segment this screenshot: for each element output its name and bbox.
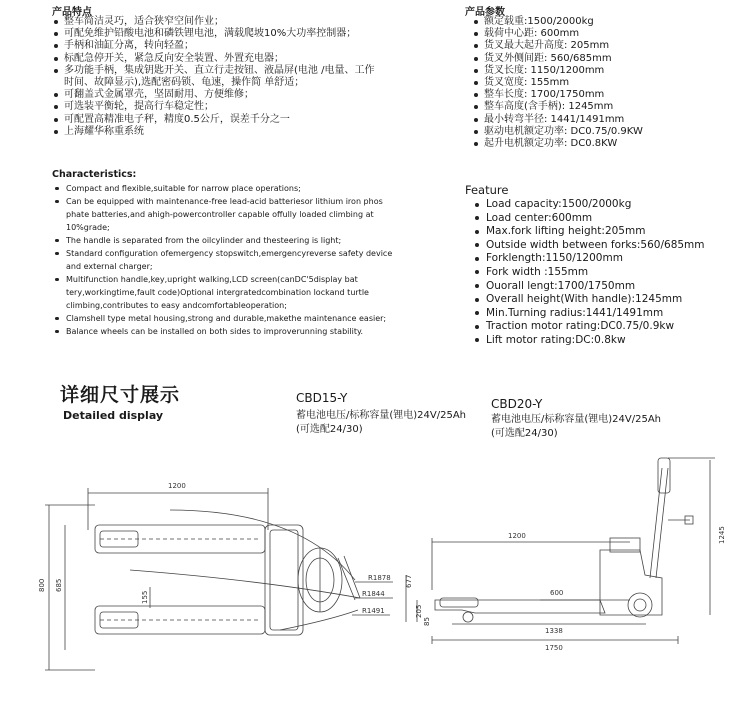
list-item: Can be equipped with maintenance-free lead-acid batteriesor lithium iron phos: [52, 195, 452, 208]
list-item-continuation: [52, 77, 442, 89]
list-item-continuation: tery,workingtime,fault code)Optional intergratedcombination lockand turtle: [66, 288, 369, 297]
side-dim-low-label: 85: [423, 617, 431, 626]
list-item: Compact and flexible,suitable for narrow place operations;: [52, 182, 452, 195]
list-item: 货叉长度: 1150/1200mm: [472, 65, 742, 77]
dim-length-label: 1200: [168, 482, 186, 490]
model-name-2: CBD20-Y: [491, 397, 543, 411]
continuation-text: 时间、故障显示),选配密码锁、龟速，操作简 单舒适；: [64, 77, 305, 89]
list-item: Multifunction handle,key,upright walking,LCD screen(canDC'5display bat: [52, 273, 452, 286]
radius-1-label: R1878: [368, 574, 391, 582]
list-item: Min.Turning radius:1441/1491mm: [472, 307, 747, 321]
side-dim-base-label: 1338: [545, 627, 563, 635]
list-item: 整车简洁灵巧，适合狭窄空间作业；: [52, 16, 442, 28]
cn-params-heading: 产品参数: [465, 7, 505, 18]
model-spec-1: 蓄电池电压/标称容量(锂电)24V/25Ah: [296, 410, 467, 421]
list-item: 多功能手柄，集成钥匙开关、直立行走按钮、液晶屏(电池 /电量、工作: [52, 65, 442, 77]
list-item: 整车高度(含手柄): 1245mm: [472, 101, 742, 113]
list-item: Balance wheels can be installed on both sides to improverunning stability.: [52, 325, 452, 338]
list-item: 整车长度: 1700/1750mm: [472, 89, 742, 101]
list-item: 货叉最大起升高度: 205mm: [472, 40, 742, 52]
list-item: Clamshell type metal housing,strong and durable,makethe maintenance easier;: [52, 312, 452, 325]
model-option-1: (可选配24/30): [296, 424, 363, 435]
en-characteristics-list: [52, 182, 452, 338]
list-item: Ouorall lengt:1700/1750mm: [472, 280, 747, 294]
list-item: 可配免维护铅酸电池和磷铁锂电池，满载爬坡10%大功率控制器；: [52, 28, 442, 40]
list-item: 可翻盖式金属罩壳，坚固耐用、方便维修；: [52, 89, 442, 101]
side-dim-height-label: 1245: [718, 526, 726, 544]
en-feature-heading: Feature: [465, 183, 509, 197]
list-item: 标配急停开关，紧急反向安全装置、外置充电器；: [52, 53, 442, 65]
dim-outer-label: 800: [38, 578, 46, 592]
cn-params-list: [472, 16, 742, 150]
side-dim-load-label: 600: [550, 589, 564, 597]
list-item-continuation: and external charger;: [66, 262, 153, 271]
list-item: Fork width :155mm: [472, 266, 747, 280]
list-item-continuation: 10%grade;: [66, 223, 110, 232]
detail-title-en: Detailed display: [63, 409, 164, 422]
model-spec-2: 蓄电池电压/标称容量(锂电)24V/25Ah: [491, 414, 662, 425]
detail-title-cn: 详细尺寸展示: [60, 384, 181, 406]
top-view-drawing: [0, 470, 420, 700]
list-item: 起升电机额定功率: DC0.8KW: [472, 138, 742, 150]
dim-fork-label: 155: [141, 590, 149, 604]
cn-features-heading: 产品特点: [52, 7, 92, 18]
list-item-continuation: climbing,contributes to easy andcomfortableoperation;: [66, 301, 287, 310]
list-item: 上海耀华称重系统: [52, 126, 442, 138]
list-item: 可配置高精准电子秤，精度0.5公斤，误差千分之一: [52, 114, 442, 126]
list-item: Forklength:1150/1200mm: [472, 252, 747, 266]
list-item: Load capacity:1500/2000kg: [472, 198, 747, 212]
side-dim-total-label: 1750: [545, 644, 563, 652]
en-characteristics-heading: Characteristics:: [52, 169, 137, 180]
list-item: 额定载重:1500/2000kg: [472, 16, 742, 28]
list-item-continuation: phate batteries,and ahigh-powercontroller capable offully loaded climbing at: [66, 210, 374, 219]
radius-3-label: R1491: [362, 607, 385, 615]
list-item: Lift motor rating:DC:0.8kw: [472, 334, 747, 348]
dim-inner-label: 685: [55, 578, 63, 592]
list-item: Max.fork lifting height:205mm: [472, 225, 747, 239]
list-item: 手柄和油缸分离，转向轻盈；: [52, 40, 442, 52]
list-item: 驱动电机额定功率: DC0.75/0.9KW: [472, 126, 742, 138]
side-dim-body-label: 677: [405, 574, 413, 588]
side-view-drawing: [400, 450, 745, 660]
list-item: Overall height(With handle):1245mm: [472, 293, 747, 307]
list-item: The handle is separated from the oilcylinder and thesteering is light;: [52, 234, 452, 247]
list-item: Load center:600mm: [472, 212, 747, 226]
radius-2-label: R1844: [362, 590, 385, 598]
list-item: Outside width between forks:560/685mm: [472, 239, 747, 253]
en-feature-list: [472, 198, 747, 348]
list-item: 最小转弯半径: 1441/1491mm: [472, 114, 742, 126]
side-dim-lift-label: 205: [415, 604, 423, 618]
cn-features-list: [52, 16, 442, 138]
side-dim-length-label: 1200: [508, 532, 526, 540]
list-item: 可选装平衡轮，提高行车稳定性；: [52, 101, 442, 113]
list-item: Standard configuration ofemergency stopswitch,emergencyreverse safety device: [52, 247, 452, 260]
list-item: 货叉外侧间距: 560/685mm: [472, 53, 742, 65]
model-option-2: (可选配24/30): [491, 428, 558, 439]
list-item: 载荷中心距: 600mm: [472, 28, 742, 40]
list-item: 货叉宽度: 155mm: [472, 77, 742, 89]
list-item: Traction motor rating:DC0.75/0.9kw: [472, 320, 747, 334]
model-name-1: CBD15-Y: [296, 391, 348, 405]
